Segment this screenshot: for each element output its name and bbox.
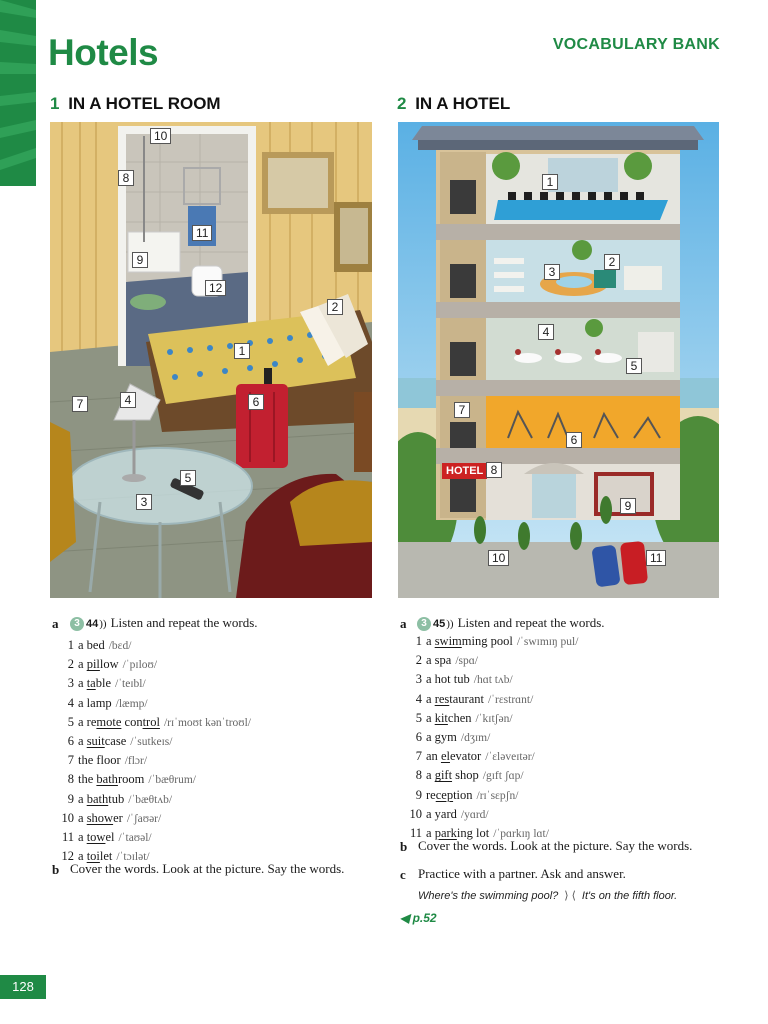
- list-item: 11 a towel /ˈtaʊəl/: [61, 830, 152, 845]
- list-item: 9 a bathtub /ˈbæθtʌb/: [67, 791, 173, 806]
- list-item: 5 a remote control /rɪˈmoʊt kənˈtroʊl/: [67, 714, 251, 729]
- exercise-b-text: Cover the words. Look at the picture. Say the words.: [418, 838, 693, 853]
- hotel-sign: HOTEL: [442, 463, 487, 479]
- room-label-12: 12: [205, 280, 226, 296]
- speech-bubbles: [418, 889, 677, 902]
- audio-track-number: 44: [86, 618, 99, 630]
- exercise-letter-a: a: [52, 616, 59, 631]
- hotel-illustration: [398, 122, 719, 598]
- instruction-text: Listen and repeat the words.: [457, 615, 605, 630]
- corner-decoration: [0, 0, 36, 186]
- hotel-label-10: 10: [488, 550, 509, 566]
- hotel-label-7: 7: [454, 402, 470, 418]
- hotel-label-1: 1: [542, 174, 558, 190]
- page-title: Hotels: [48, 32, 159, 73]
- room-label-7: 7: [72, 396, 88, 412]
- vocabulary-bank-heading: VOCABULARY BANK: [552, 36, 720, 53]
- room-label-2: 2: [327, 299, 343, 315]
- list-item: 8 the bathroom /ˈbæθrum/: [67, 772, 197, 787]
- hotel-label-4: 4: [538, 324, 554, 340]
- list-item: 10 a yard /yɑrd/: [409, 806, 489, 821]
- list-item: 1 a bed /bɛd/: [67, 638, 132, 652]
- exercise-b-text: Cover the words. Look at the picture. Say the words.: [70, 861, 345, 876]
- list-item: 7 an elevator /ˈɛləveɪtər/: [415, 749, 535, 764]
- section-heading-hotel-room: [50, 94, 221, 114]
- room-label-8: 8: [118, 170, 134, 186]
- arrow-left-icon: ◀: [400, 911, 410, 925]
- hotel-label-3: 3: [544, 264, 560, 280]
- exercise-letter-b: b: [52, 862, 60, 877]
- list-item: 7 the floor /flɔr/: [67, 753, 148, 768]
- bubble-answer: It's on the fifth floor.: [581, 890, 678, 902]
- speaker-icon[interactable]: )): [99, 618, 107, 630]
- list-item: 3 a table /ˈteɪbl/: [67, 676, 146, 691]
- audio-cd-badge: 3: [417, 617, 431, 631]
- list-item: 11 a parking lot /ˈpɑrkɪŋ lɑt/: [409, 826, 549, 841]
- list-item: 4 a lamp /læmp/: [67, 695, 148, 710]
- list-item: 5 a kitchen /ˈkɪtʃən/: [415, 710, 513, 725]
- room-label-6: 6: [248, 394, 264, 410]
- list-item: 2 a spa /spɑ/: [415, 653, 478, 668]
- audio-track-number: 45: [433, 618, 446, 630]
- hotel-label-9: 9: [620, 498, 636, 514]
- list-item: 6 a suitcase /ˈsutkeɪs/: [67, 734, 173, 749]
- hotel-word-list: [404, 632, 578, 843]
- room-label-11: 11: [192, 225, 212, 241]
- list-item: 4 a restaurant /ˈrɛstrɑnt/: [415, 691, 534, 706]
- hotel-room-word-list: [56, 636, 251, 866]
- list-item: 12 a toilet /ˈtɔɪlət/: [61, 849, 150, 864]
- exercise-letter-c: c: [400, 867, 406, 882]
- hotel-label-5: 5: [626, 358, 642, 374]
- bubble-question: Where's the swimming pool?: [418, 890, 559, 902]
- hotel-label-6: 6: [566, 432, 582, 448]
- section-title: IN A HOTEL: [415, 94, 511, 113]
- room-label-9: 9: [132, 252, 148, 268]
- hotel-label-8: 8: [486, 462, 502, 478]
- speaker-icon[interactable]: )): [446, 618, 454, 630]
- page-reference-link[interactable]: [400, 911, 437, 925]
- section-number: 2: [397, 94, 407, 113]
- section-title: IN A HOTEL ROOM: [68, 94, 221, 113]
- audio-cd-badge: 3: [70, 617, 84, 631]
- list-item: 3 a hot tub /hɑt tʌb/: [415, 672, 513, 687]
- exercise-a-instruction: [417, 614, 605, 633]
- room-label-5: 5: [180, 470, 196, 486]
- section-number: 1: [50, 94, 60, 113]
- exercise-a-instruction: [70, 614, 258, 633]
- list-item: 9 reception /rɪˈsɛpʃn/: [415, 787, 519, 802]
- section-heading-hotel: [397, 94, 510, 114]
- hotel-label-11: 11: [646, 550, 666, 566]
- list-item: 8 a gift shop /gɪft ʃɑp/: [415, 768, 524, 783]
- list-item: 2 a pillow /ˈpɪloʊ/: [67, 657, 158, 672]
- list-item: 1 a swimming pool /ˈswɪmɪŋ pul/: [415, 634, 579, 648]
- room-label-1: 1: [234, 343, 250, 359]
- list-item: 6 a gym /dʒɪm/: [415, 730, 491, 745]
- list-item: 10 a shower /ˈʃaʊər/: [61, 810, 162, 825]
- page-number: 128: [0, 975, 46, 999]
- exercise-c-text: Practice with a partner. Ask and answer.: [418, 866, 626, 881]
- room-label-4: 4: [120, 392, 136, 408]
- room-label-3: 3: [136, 494, 152, 510]
- room-label-10: 10: [150, 128, 171, 144]
- instruction-text: Listen and repeat the words.: [110, 615, 258, 630]
- page-reference-text: p.52: [412, 911, 437, 925]
- hotel-room-illustration: [50, 122, 372, 598]
- exercise-letter-a: a: [400, 616, 407, 631]
- hotel-label-2: 2: [604, 254, 620, 270]
- speech-bubble-tail-icon: ⟩ ⟨: [564, 890, 576, 902]
- exercise-letter-b: b: [400, 839, 408, 854]
